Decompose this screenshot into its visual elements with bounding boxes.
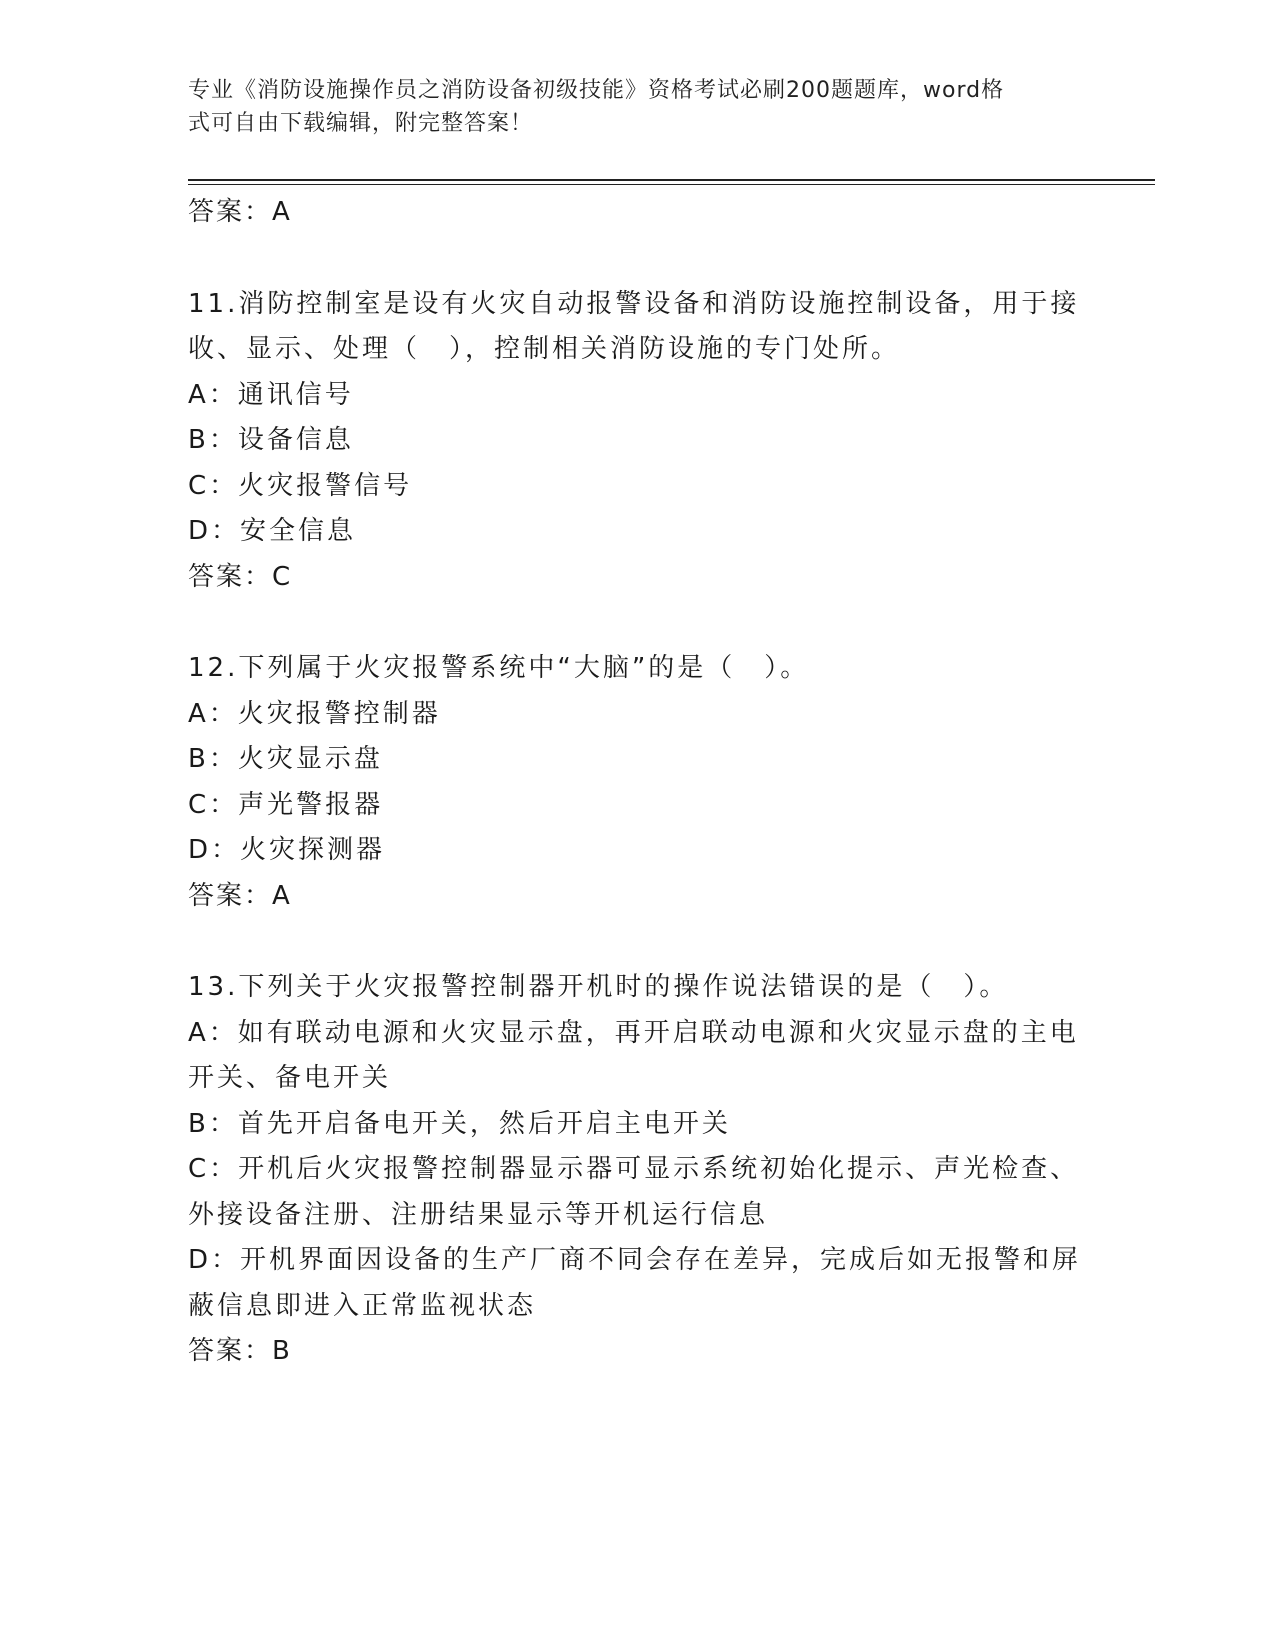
spacer <box>188 236 1088 282</box>
option-a-continued: 开关、备电开关 <box>188 1063 392 1093</box>
option-d: D：开机界面因设备的生产厂商不同会存在差异，完成后如无报警和屏 <box>188 1245 1082 1275</box>
option-c: C：火灾报警信号 <box>188 470 413 501</box>
option-a: A：如有联动电源和火灾显示盘，再开启联动电源和火灾显示盘的主电 <box>188 1017 1079 1048</box>
spacer <box>188 600 1088 646</box>
option-b: B：首先开启备电开关，然后开启主电开关 <box>188 1108 731 1139</box>
header-line-1: 专业《消防设施操作员之消防设备初级技能》资格考试必刷200题题库，word格 <box>188 78 1005 103</box>
option-a: A：火灾报警控制器 <box>188 698 441 729</box>
previous-answer: 答案：A <box>188 197 292 227</box>
option-b: B：火灾显示盘 <box>188 744 383 774</box>
answer-label: 答案：B <box>188 1336 292 1366</box>
header-line-2: 式可自由下载编辑，附完整答案！ <box>188 111 534 136</box>
document-header <box>188 74 1088 140</box>
question-list <box>188 190 1088 1375</box>
answer-label: 答案：A <box>188 880 292 911</box>
question-stem-line: 11.消防控制室是设有火灾自动报警设备和消防设施控制设备，用于接 <box>188 288 1080 319</box>
question-stem-line: 收、显示、处理（ ），控制相关消防设施的专门处所。 <box>188 334 901 364</box>
option-c: C：声光警报器 <box>188 789 384 820</box>
option-c: C：开机后火灾报警控制器显示器可显示系统初始化提示、声光检查、 <box>188 1154 1080 1184</box>
option-c-continued: 外接设备注册、注册结果显示等开机运行信息 <box>188 1199 769 1230</box>
question-13 <box>188 965 1088 1375</box>
question-stem-line: 13.下列关于火灾报警控制器开机时的操作说法错误的是（ ）。 <box>188 972 1009 1002</box>
question-stem-line: 12.下列属于火灾报警系统中“大脑”的是（ ）。 <box>188 653 810 683</box>
option-d: D：安全信息 <box>188 516 357 546</box>
question-11 <box>188 282 1088 601</box>
question-12 <box>188 646 1088 919</box>
header-divider <box>188 179 1155 185</box>
option-a: A：通讯信号 <box>188 379 354 410</box>
option-d-continued: 蔽信息即进入正常监视状态 <box>188 1290 537 1321</box>
option-b: B：设备信息 <box>188 425 354 455</box>
option-d: D：火灾探测器 <box>188 835 386 865</box>
answer-label: 答案：C <box>188 561 293 592</box>
spacer <box>188 919 1088 965</box>
